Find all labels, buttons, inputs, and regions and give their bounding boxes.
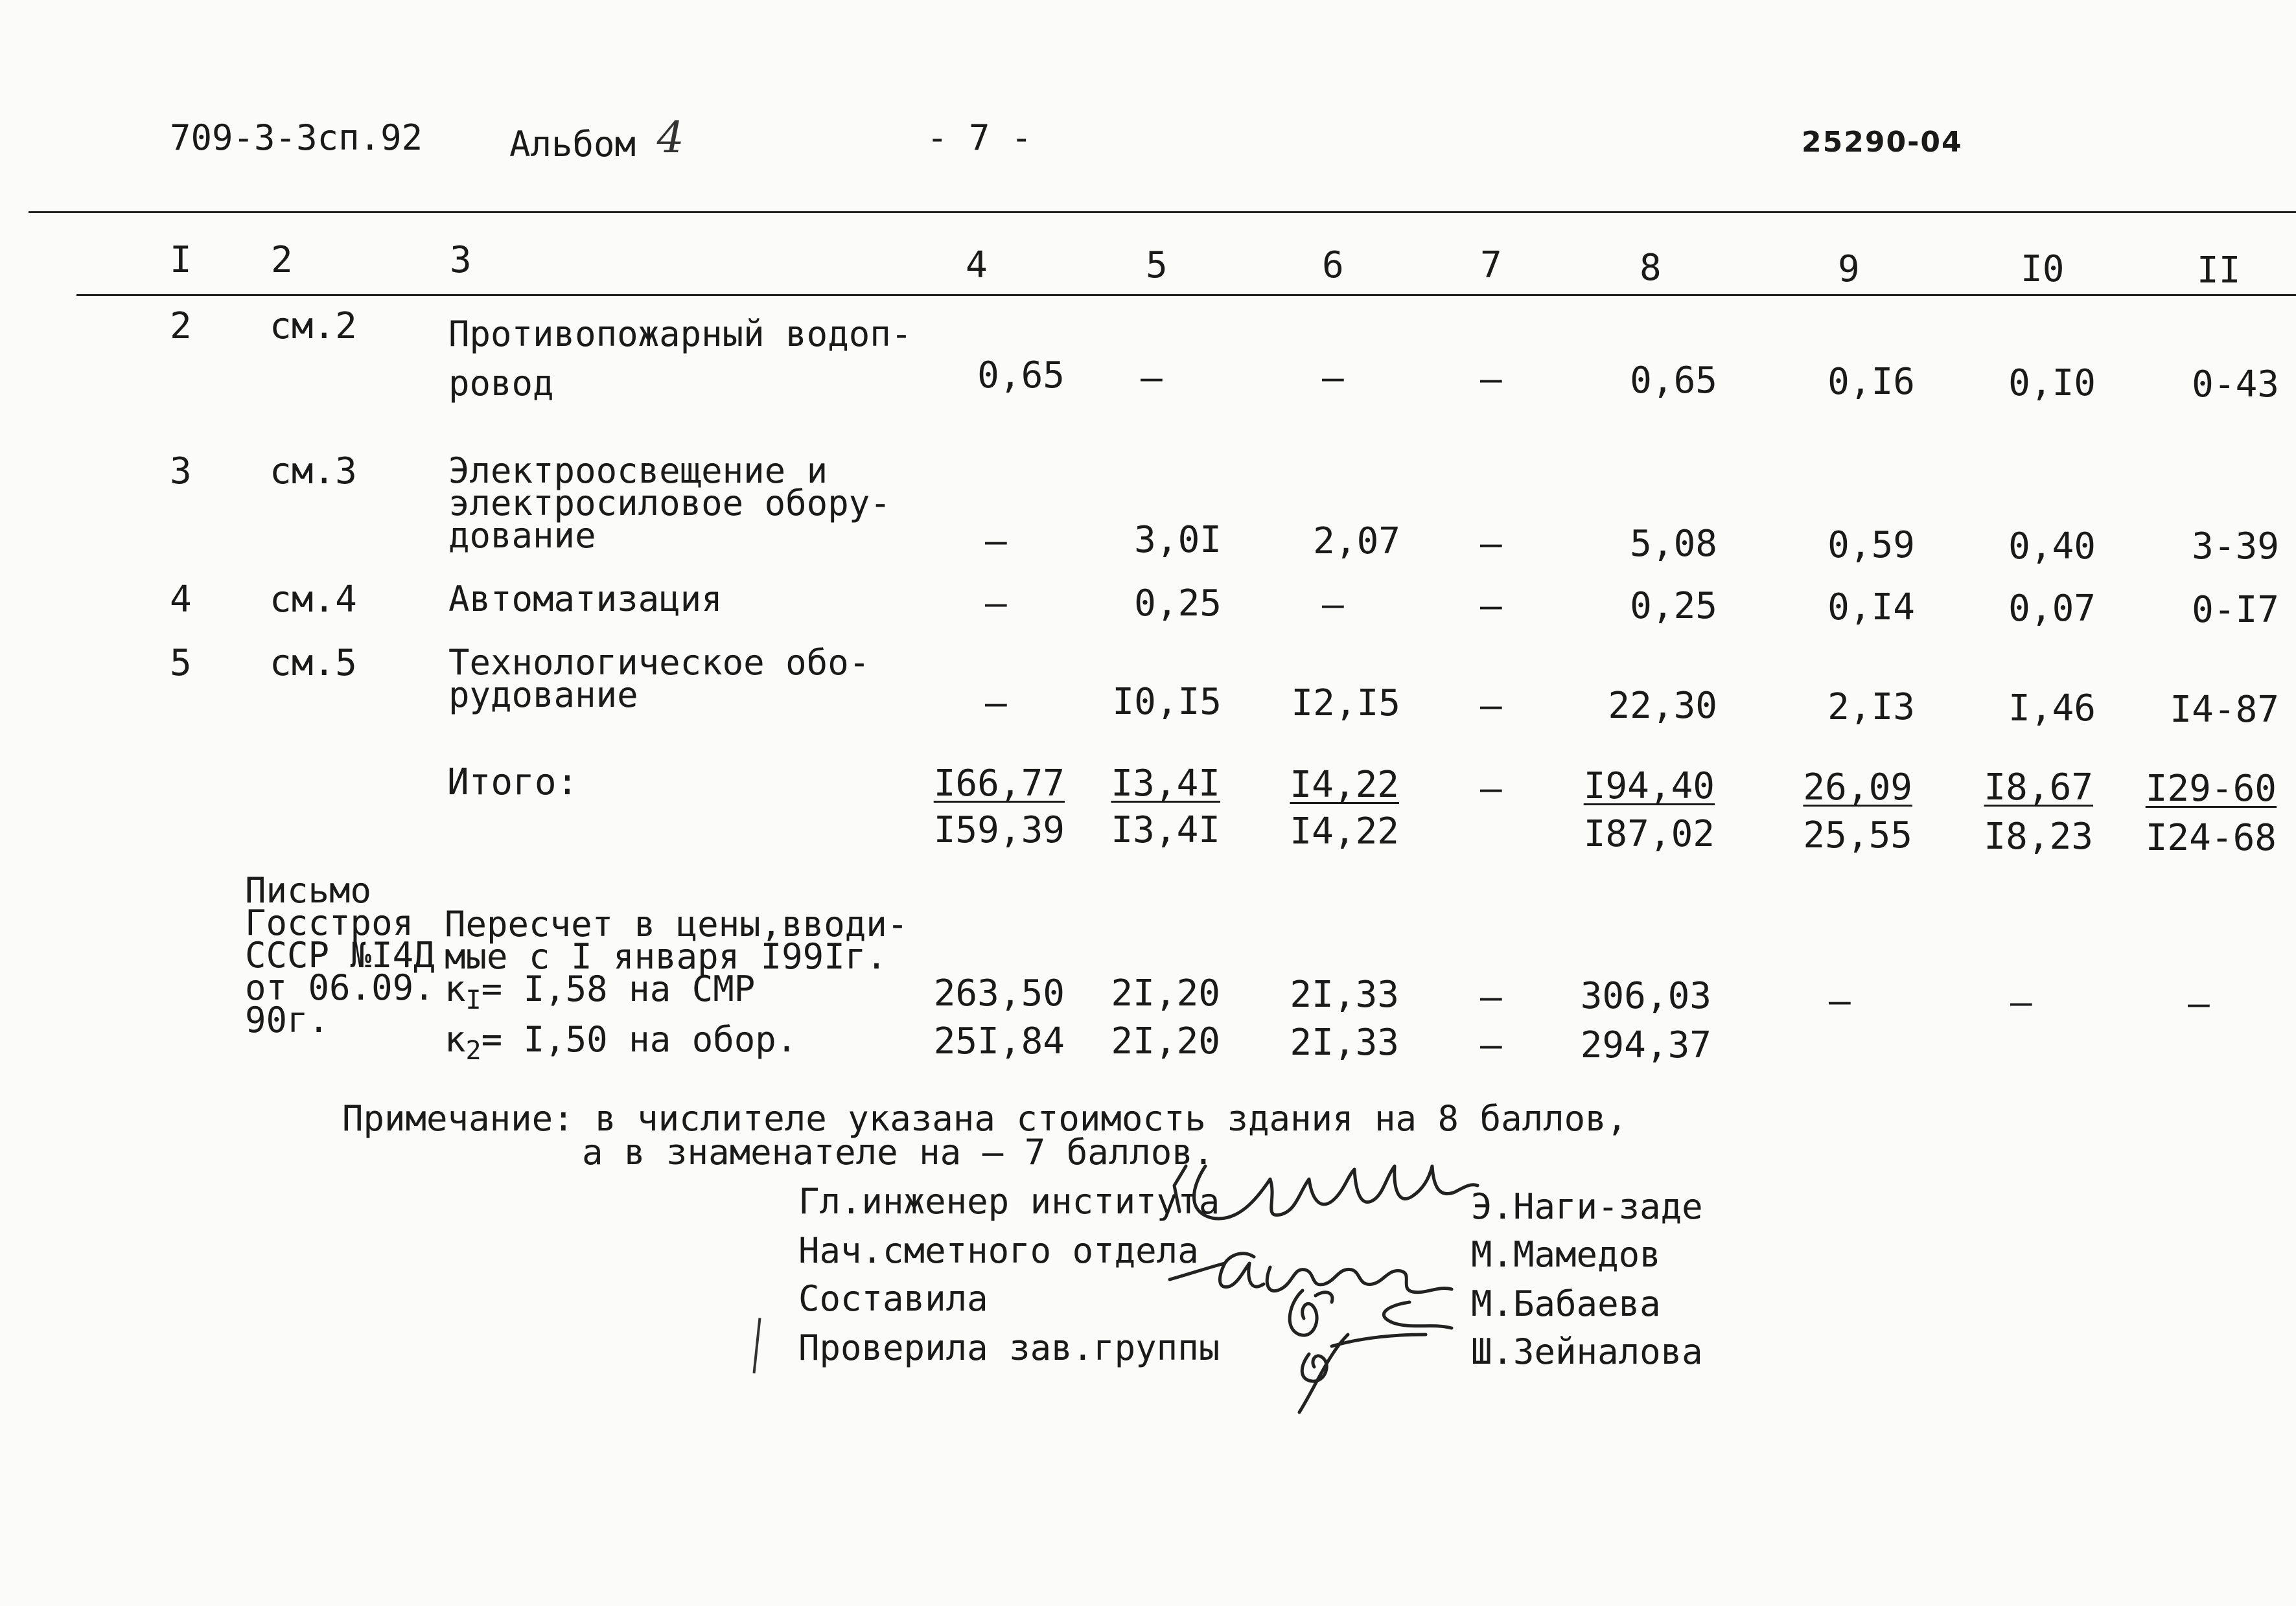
row-number: 2: [170, 305, 192, 347]
handwritten-signatures: [1166, 1140, 1503, 1419]
total-denominator-col5: I3,4I: [1111, 809, 1220, 851]
k1-value-col9: –: [1829, 980, 1851, 1022]
note-line-2: а в знаменателе на – 7 баллов.: [582, 1132, 1214, 1173]
k1-value-col8: 306,03: [1580, 975, 1711, 1017]
cell-col11: 3-39: [2192, 525, 2279, 568]
signatory-role: Гл.инженер института: [798, 1181, 1220, 1222]
album-label: [509, 113, 684, 165]
k2-subscript: 2: [465, 1035, 481, 1066]
col-header-3: 3: [450, 239, 472, 281]
header-rule: [29, 211, 2296, 213]
cell-col7: –: [1480, 585, 1502, 627]
total-denominator-col4: I59,39: [933, 809, 1065, 851]
signatory-role: Нач.сметного отдела: [798, 1230, 1199, 1271]
row-reference: см.4: [270, 579, 357, 621]
cell-col8: 5,08: [1630, 523, 1717, 565]
k2-text: = I,50 на обор.: [481, 1019, 798, 1060]
k1-value-col6: 2I,33: [1290, 974, 1399, 1016]
cell-col6: I2,I5: [1291, 682, 1400, 724]
total-numerator-col7: –: [1480, 768, 1502, 810]
cell-col7: –: [1480, 358, 1502, 400]
total-denominator-col6: I4,22: [1290, 810, 1399, 853]
total-numerator-col4: I66,77: [933, 763, 1065, 805]
cell-col9: 0,I4: [1827, 586, 1915, 628]
cell-col5: 3,0I: [1134, 519, 1222, 561]
row-name: Технологическое обо- рудование: [448, 642, 870, 715]
total-numerator-col10: I8,67: [1984, 766, 2093, 809]
col-header-5: 5: [1146, 244, 1168, 286]
signatory-role: Проверила зав.группы: [798, 1327, 1220, 1368]
recalc-description: Пересчет в цены,вводи- мые с I января I99Iг.: [445, 904, 909, 977]
row-number: 4: [170, 579, 192, 621]
total-label: Итого:: [447, 761, 579, 803]
cell-col6: 2,07: [1313, 520, 1400, 562]
total-denominator-col11: I24-68: [2145, 817, 2277, 859]
cell-col5: 0,25: [1134, 582, 1222, 625]
album-label-text: Альбом: [509, 124, 636, 165]
cell-col5: I0,I5: [1112, 681, 1222, 723]
signatory-name: М.Бабаева: [1471, 1283, 1661, 1324]
cell-col9: 0,I6: [1827, 361, 1915, 403]
total-numerator-col8: I94,40: [1583, 765, 1715, 807]
cell-col7: –: [1480, 523, 1502, 565]
col-header-11: II: [2197, 249, 2241, 292]
row-number: 5: [170, 642, 192, 684]
recalc-reference: Письмо Госстроя СССР №I4Д от 06.09. 90г.: [245, 870, 435, 1040]
k1-value-col4: 263,50: [933, 972, 1065, 1015]
row-name: Противопожарный водоп- ровод: [448, 314, 912, 404]
album-number: 4: [656, 113, 684, 163]
k2-value-col4: 25I,84: [933, 1020, 1065, 1062]
cell-col5: –: [1141, 357, 1163, 399]
document-code: 709-3-3сп.92: [170, 117, 423, 158]
cell-col4: 0,65: [977, 354, 1065, 396]
total-denominator-col8: I87,02: [1583, 813, 1715, 855]
cell-col11: 0-I7: [2192, 589, 2279, 631]
note-line-1: Примечание: в числителе указана стоимость здания на 8 баллов,: [342, 1098, 1628, 1139]
k1-label: к: [445, 969, 466, 1009]
cell-col6: –: [1322, 357, 1344, 399]
cell-col9: 0,59: [1827, 524, 1915, 566]
doc-number-stamp: 25290-04: [1802, 126, 1963, 159]
total-denominator-col9: 25,55: [1803, 814, 1912, 856]
k2-value-col6: 2I,33: [1290, 1022, 1399, 1064]
col-header-7: 7: [1480, 244, 1502, 286]
k1-text: = I,58 на СМР: [481, 969, 756, 1009]
col-header-1: I: [170, 239, 192, 281]
col-header-6: 6: [1322, 244, 1344, 286]
k2-value-col7: –: [1480, 1024, 1502, 1066]
row-reference: см.3: [270, 450, 357, 492]
row-name: Автоматизация: [448, 579, 723, 619]
cell-col10: 0,40: [2008, 525, 2096, 568]
col-header-4: 4: [966, 244, 988, 286]
cell-col7: –: [1480, 685, 1502, 727]
total-numerator-col9: 26,09: [1803, 766, 1912, 809]
cell-col8: 0,25: [1630, 585, 1717, 627]
total-numerator-col11: I29-60: [2145, 768, 2277, 810]
k1-value-col5: 2I,20: [1111, 972, 1220, 1015]
signatory-name: Э.Наги-заде: [1471, 1186, 1703, 1227]
k1-value-col7: –: [1480, 976, 1502, 1018]
row-name: Электроосвещение и электросиловое обору- дование: [448, 450, 891, 556]
col-header-2: 2: [271, 239, 293, 281]
col-header-8: 8: [1640, 247, 1662, 289]
k1-value-col11: –: [2188, 983, 2210, 1025]
signatory-name: Ш.Зейналова: [1471, 1331, 1703, 1372]
margin-mark: [753, 1318, 761, 1373]
k2-value-col5: 2I,20: [1111, 1020, 1220, 1062]
cell-col4: –: [985, 682, 1007, 724]
total-denominator-col10: I8,23: [1984, 816, 2093, 858]
k1-value-col10: –: [2010, 981, 2032, 1024]
cell-col4: –: [985, 582, 1007, 625]
k2-value-col8: 294,37: [1580, 1024, 1711, 1066]
page-number: - 7 -: [927, 117, 1032, 158]
col-header-10: I0: [2021, 248, 2065, 290]
k1-subscript: I: [465, 985, 481, 1015]
cell-col6: –: [1322, 584, 1344, 626]
column-header-rule: [76, 294, 2296, 296]
cell-col10: 0,I0: [2008, 362, 2096, 404]
cell-col9: 2,I3: [1827, 686, 1915, 728]
cell-col10: I,46: [2008, 687, 2096, 729]
coefficient-k2: [445, 1019, 798, 1066]
cell-col11: I4-87: [2170, 689, 2279, 731]
cell-col11: 0-43: [2192, 363, 2279, 406]
k2-label: к: [445, 1019, 466, 1060]
cell-col8: 22,30: [1608, 685, 1717, 727]
row-number: 3: [170, 450, 192, 492]
total-numerator-col5: I3,4I: [1111, 763, 1220, 805]
coefficient-k1: [445, 969, 756, 1015]
signatory-name: М.Мамедов: [1471, 1234, 1661, 1275]
signatory-role: Составила: [798, 1278, 988, 1319]
cell-col4: –: [985, 520, 1007, 562]
cell-col8: 0,65: [1630, 360, 1717, 402]
cell-col10: 0,07: [2008, 588, 2096, 630]
total-numerator-col6: I4,22: [1290, 764, 1399, 806]
col-header-9: 9: [1838, 248, 1860, 290]
row-reference: см.2: [270, 305, 357, 347]
row-reference: см.5: [270, 642, 357, 684]
